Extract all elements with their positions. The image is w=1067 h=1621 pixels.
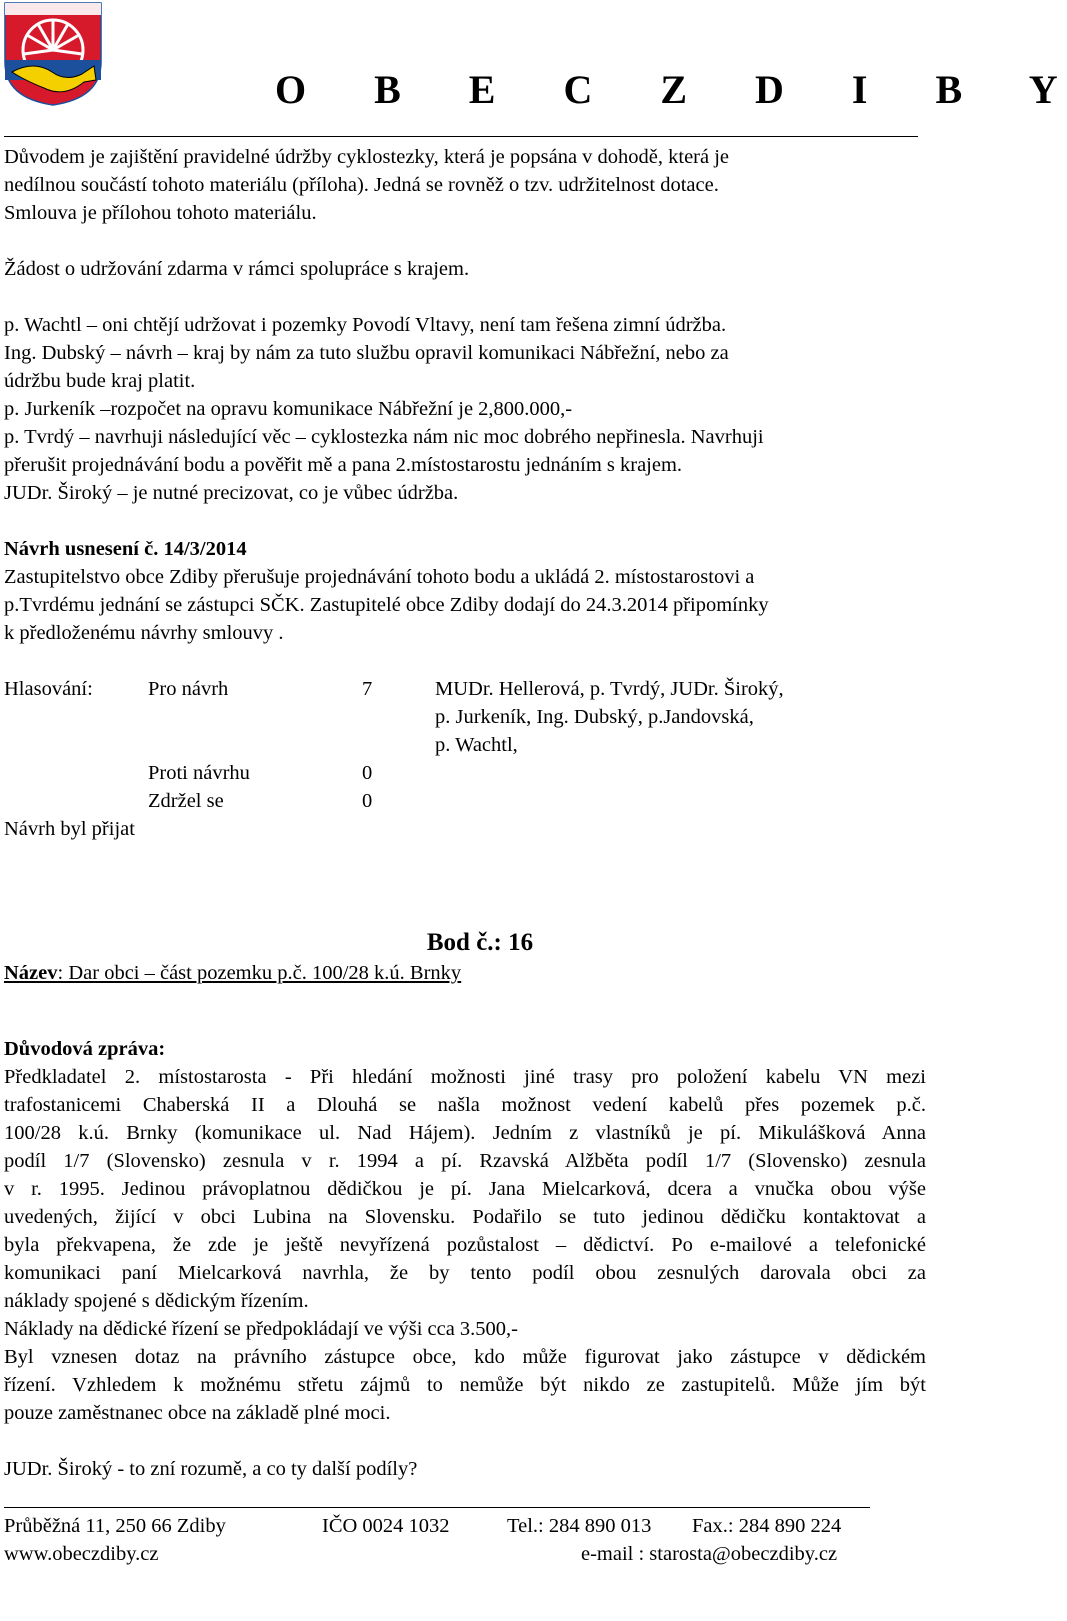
report-line: 100/28 k.ú. Brnky (komunikace ul. Nad Hájem). Jedním z vlastníků je pí. Mikulášková Anna [4, 1122, 926, 1144]
report-line: pouze zaměstnanec obce na základě plné moci. [4, 1402, 391, 1424]
text-line: p. Wachtl – oni chtějí udržovat i pozemky Povodí Vltavy, není tam řešena zimní údržba. [4, 314, 727, 336]
text-line: Žádost o udržování zdarma v rámci spolupráce s krajem. [4, 258, 470, 280]
footer-web-link[interactable]: www.obeczdiby.cz [4, 1543, 159, 1565]
resolution-heading: Návrh usnesení č. 14/3/2014 [4, 538, 247, 560]
report-line: v r. 1995. Jedinou právoplatnou dědičkou je pí. Jana Mielcarková, dcera a vnučka obou výše [4, 1178, 926, 1200]
text-line: nedílnou součástí tohoto materiálu (příloha). Jedná se rovněž o tzv. udržitelnost dotace. [4, 174, 719, 196]
vote-for-label: Pro návrh [148, 678, 229, 700]
footer-fax: Fax.: 284 890 224 [692, 1515, 842, 1537]
report-line: trafostanicemi Chaberská II a Dlouhá se našla možnost vedení kabelů přes pozemek p.č. [4, 1094, 926, 1116]
vote-for-names: MUDr. Hellerová, p. Tvrdý, JUDr. Široký, [435, 678, 784, 700]
report-line: komunikaci paní Mielcarková navrhla, že by tento podíl obou zesnulých darovala obci za [4, 1262, 926, 1284]
vote-abstain-label: Zdržel se [148, 790, 224, 812]
footer-rule [4, 1507, 870, 1508]
text-line: Ing. Dubský – návrh – kraj by nám za tuto službu opravil komunikaci Nábřežní, nebo za [4, 342, 729, 364]
vote-for-names: p. Jurkeník, Ing. Dubský, p.Jandovská, [435, 706, 754, 728]
resolution-line: k předloženému návrhy smlouvy . [4, 622, 284, 644]
text-line: p. Tvrdý – navrhuji následující věc – cyklostezka nám nic moc dobrého nepřinesla. Navrhuji [4, 426, 764, 448]
report-line: Náklady na dědické řízení se předpokládají ve výši cca 3.500,- [4, 1318, 519, 1340]
report-line: uvedených, žijící v obci Lubina na Slovensku. Podařilo se tuto jedinou dědičku kontaktovat a [4, 1206, 926, 1228]
vote-abstain-count: 0 [362, 790, 373, 812]
footer-address: Průběžná 11, 250 66 Zdiby [4, 1515, 226, 1537]
page-title: O B E C Z D I B Y [275, 67, 1067, 112]
report-line: byla překvapena, že zde je ještě nevyřízená pozůstalost – dědictví. Po e-mailové a telefonické [4, 1234, 926, 1256]
report-line: Předkladatel 2. místostarosta - Při hledání možnosti jiné trasy pro položení kabelu VN mezi [4, 1066, 926, 1088]
item-name-text: : Dar obci – část pozemku p.č. 100/28 k.ú. Brnky [57, 962, 462, 984]
vote-against-label: Proti návrhu [148, 762, 250, 784]
municipality-crest-logo [4, 2, 102, 106]
vote-result: Návrh byl přijat [4, 818, 135, 840]
item-heading: Bod č.: 16 [426, 929, 534, 956]
item-name [4, 959, 461, 987]
vote-for-names: p. Wachtl, [435, 734, 518, 756]
crest-top-band [5, 3, 101, 15]
header-rule [4, 136, 918, 137]
report-line: Byl vznesen dotaz na právního zástupce obce, kdo může figurovat jako zástupce v dědickém [4, 1346, 926, 1368]
text-line: údržbu bude kraj platit. [4, 370, 196, 392]
report-heading: Důvodová zpráva: [4, 1038, 166, 1060]
vote-against-count: 0 [362, 762, 373, 784]
text-line: JUDr. Široký – je nutné precizovat, co je vůbec údržba. [4, 482, 459, 504]
text-line: přerušit projednávání bodu a pověřit mě a pana 2.místostarostu jednáním s krajem. [4, 454, 683, 476]
footer-ico: IČO 0024 1032 [322, 1515, 450, 1537]
text-line: p. Jurkeník –rozpočet na opravu komunikace Nábřežní je 2,800.000,- [4, 398, 573, 420]
item-name-label: Název [4, 962, 58, 984]
text-line: Důvodem je zajištění pravidelné údržby cyklostezky, která je popsána v dohodě, která je [4, 146, 730, 168]
vote-for-count: 7 [362, 678, 373, 700]
report-comment: JUDr. Široký - to zní rozumě, a co ty další podíly? [4, 1458, 418, 1480]
footer-tel: Tel.: 284 890 013 [507, 1515, 652, 1537]
vote-label: Hlasování: [4, 678, 93, 700]
footer-email-link[interactable]: e-mail : starosta@obeczdiby.cz [581, 1543, 838, 1565]
text-line: Smlouva je přílohou tohoto materiálu. [4, 202, 317, 224]
report-line: řízení. Vzhledem k možnému střetu zájmů to nemůže být nikdo ze zastupitelů. Může jím být [4, 1374, 926, 1396]
report-line: podíl 1/7 (Slovensko) zesnula v r. 1994 a pí. Rzavská Alžběta podíl 1/7 (Slovensko) zesnula [4, 1150, 926, 1172]
resolution-line: p.Tvrdému jednání se zástupci SČK. Zastupitelé obce Zdiby dodají do 24.3.2014 připomínky [4, 594, 769, 616]
report-line: náklady spojené s dědickým řízením. [4, 1290, 309, 1312]
resolution-line: Zastupitelstvo obce Zdiby přerušuje projednávání tohoto bodu a ukládá 2. místostarostovi a [4, 566, 755, 588]
